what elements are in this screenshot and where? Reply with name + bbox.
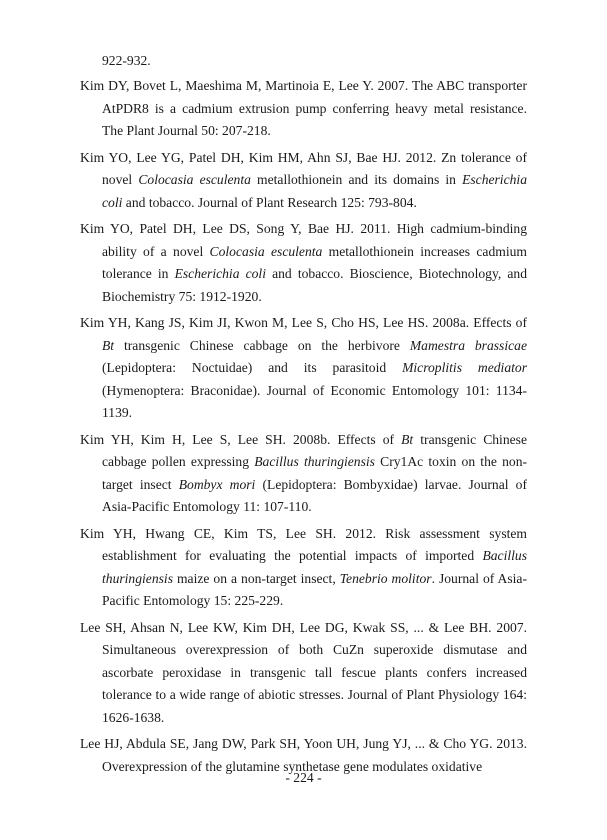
reference-entry	[80, 617, 527, 730]
italic-species-name: Colocasia esculenta	[209, 243, 323, 259]
reference-text: (Lepidoptera: Bombyxidae) larvae. Journal of Asia-Pacific Entomology 11: 107-110.	[102, 476, 527, 514]
italic-species-name: Escherichia coli	[102, 172, 527, 210]
italic-species-name: Colocasia esculenta	[138, 172, 251, 187]
italic-species-name: Mamestra brassicae	[409, 337, 527, 353]
reference-entry	[80, 218, 527, 308]
reference-text: Lee SH, Ahsan N, Lee KW, Kim DH, Lee DG, Kwak SS, ... & Lee BH. 2007. Simultaneous overexpression of both CuZn superoxide dismutase and ascorbate peroxidase in transgenic tall fescue plants confers increased tolerance to a wide range of abiotic stresses. Journal of Plant Physiology 164: 1626-1638.	[80, 619, 527, 725]
italic-species-name: Microplitis mediator	[402, 360, 527, 375]
italic-species-name: Tenebrio molitor	[339, 570, 432, 586]
reference-text: (Hymenoptera: Braconidae). Journal of Economic Entomology 101: 1134-1139.	[102, 382, 527, 420]
reference-text: maize on a non-target insect,	[173, 570, 340, 586]
reference-text: Kim DY, Bovet L, Maeshima M, Martinoia E, Lee Y. 2007. The ABC transporter AtPDR8 is a cadmium extrusion pump conferring heavy metal resistance. The Plant Journal 50: 207-218.	[80, 78, 527, 138]
reference-entry	[80, 429, 527, 519]
reference-entry	[80, 523, 527, 613]
reference-text: Kim YH, Kang JS, Kim JI, Kwon M, Lee S, Cho HS, Lee HS. 2008a. Effects of	[80, 315, 527, 330]
italic-species-name: Escherichia coli	[174, 266, 266, 281]
reference-entry	[80, 312, 527, 425]
italic-species-name: Bacillus thuringiensis	[102, 548, 527, 586]
continued-reference-pages: 922-932.	[102, 53, 151, 68]
reference-text: transgenic Chinese cabbage pollen expressing	[102, 431, 527, 469]
reference-text: Kim YO, Lee YG, Patel DH, Kim HM, Ahn SJ, Bae HJ. 2012. Zn tolerance of novel	[80, 149, 527, 187]
reference-text: metallothionein and its domains in	[250, 172, 463, 187]
reference-text: (Lepidoptera: Noctuidae) and its parasitoid	[102, 360, 403, 375]
italic-species-name: Bt	[102, 337, 115, 353]
page-number: - 224 -	[285, 770, 322, 785]
reference-text: Lee HJ, Abdula SE, Jang DW, Park SH, Yoon UH, Jung YJ, ... & Cho YG. 2013. Overexpression of the glutamine synthetase gene modulates oxidative	[80, 736, 527, 774]
reference-text: Kim YH, Hwang CE, Kim TS, Lee SH. 2012. Risk assessment system establishment for evaluating the potential impacts of imported	[80, 525, 527, 563]
reference-text: Cry1Ac toxin on the non-target insect	[102, 454, 528, 492]
reference-text: metallothionein increases cadmium tolerance in	[102, 243, 527, 281]
reference-text: transgenic Chinese cabbage on the herbivore	[114, 337, 410, 353]
reference-text: and tobacco. Journal of Plant Research 125: 793-804.	[122, 194, 417, 210]
italic-species-name: Bt	[401, 431, 414, 447]
italic-species-name: Bacillus thuringiensis	[254, 454, 375, 469]
reference-text: and tobacco. Bioscience, Biotechnology, and Biochemistry 75: 1912-1920.	[102, 266, 527, 304]
reference-entry	[80, 75, 527, 143]
reference-entry	[80, 147, 527, 215]
reference-text: . Journal of Asia-Pacific Entomology 15: 225-229.	[102, 570, 527, 608]
italic-species-name: Bombyx mori	[178, 476, 256, 492]
reference-text: Kim YH, Kim H, Lee S, Lee SH. 2008b. Effects of	[80, 431, 402, 447]
reference-text: Kim YO, Patel DH, Lee DS, Song Y, Bae HJ. 2011. High cadmium-binding ability of a novel	[80, 221, 527, 259]
reference-list	[80, 75, 527, 782]
